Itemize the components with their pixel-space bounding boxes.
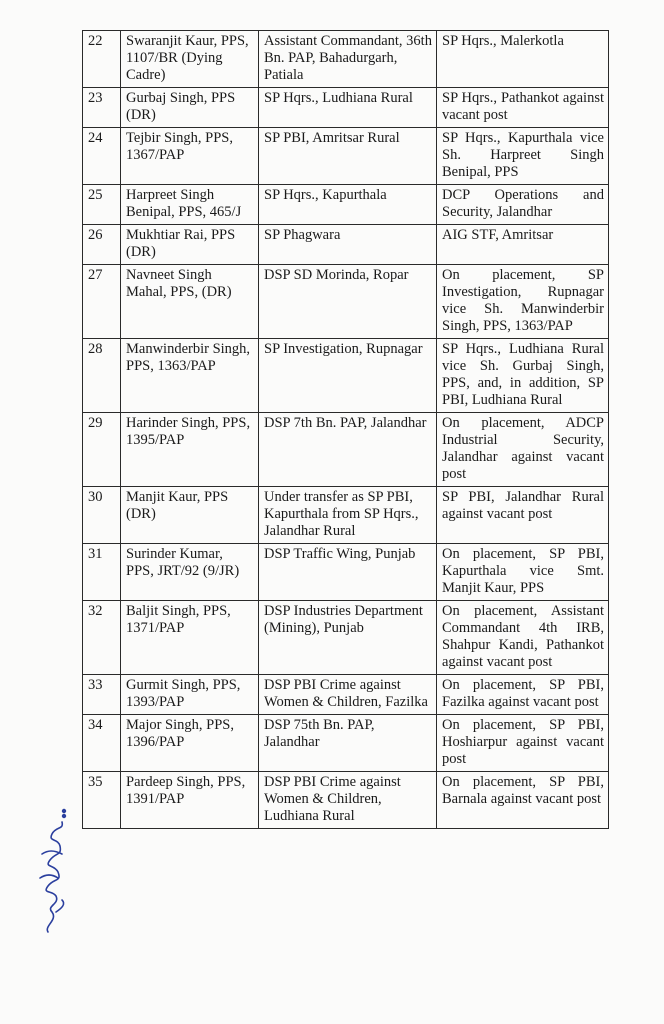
officer-name: Major Singh, PPS, 1396/PAP (121, 715, 259, 772)
posting-from: SP Hqrs., Ludhiana Rural (259, 88, 437, 128)
table-row (83, 88, 609, 128)
table-row (83, 487, 609, 544)
officer-name: Harpreet Singh Benipal, PPS, 465/J (121, 185, 259, 225)
table-row (83, 225, 609, 265)
posting-to: On placement, ADCP Industrial Security, Jalandhar against vacant post (437, 413, 609, 487)
row-serial-number: 26 (83, 225, 121, 265)
postings-table (82, 30, 609, 829)
row-serial-number: 32 (83, 601, 121, 675)
posting-from: Assistant Commandant, 36th Bn. PAP, Bahadurgarh, Patiala (259, 31, 437, 88)
officer-name: Manwinderbir Singh, PPS, 1363/PAP (121, 339, 259, 413)
posting-to: SP Hqrs., Ludhiana Rural vice Sh. Gurbaj Singh, PPS, and, in addition, SP PBI, Ludhiana Rural (437, 339, 609, 413)
posting-from: Under transfer as SP PBI, Kapurthala from SP Hqrs., Jalandhar Rural (259, 487, 437, 544)
table-row (83, 265, 609, 339)
table-row (83, 31, 609, 88)
posting-from: SP PBI, Amritsar Rural (259, 128, 437, 185)
officer-name: Surinder Kumar, PPS, JRT/92 (9/JR) (121, 544, 259, 601)
table-row (83, 413, 609, 487)
table-row (83, 339, 609, 413)
posting-from: DSP Traffic Wing, Punjab (259, 544, 437, 601)
officer-name: Mukhtiar Rai, PPS (DR) (121, 225, 259, 265)
posting-to: SP Hqrs., Malerkotla (437, 31, 609, 88)
posting-to: SP Hqrs., Pathankot against vacant post (437, 88, 609, 128)
table-row (83, 601, 609, 675)
table-row (83, 675, 609, 715)
posting-from: SP Phagwara (259, 225, 437, 265)
posting-from: DSP PBI Crime against Women & Children, Fazilka (259, 675, 437, 715)
row-serial-number: 35 (83, 772, 121, 829)
table-row (83, 128, 609, 185)
officer-name: Gurbaj Singh, PPS (DR) (121, 88, 259, 128)
posting-from: DSP SD Morinda, Ropar (259, 265, 437, 339)
posting-from: SP Investigation, Rupnagar (259, 339, 437, 413)
posting-to: On placement, SP Investigation, Rupnagar vice Sh. Manwinderbir Singh, PPS, 1363/PAP (437, 265, 609, 339)
posting-to: On placement, SP PBI, Kapurthala vice Smt. Manjit Kaur, PPS (437, 544, 609, 601)
officer-name: Baljit Singh, PPS, 1371/PAP (121, 601, 259, 675)
officer-name: Harinder Singh, PPS, 1395/PAP (121, 413, 259, 487)
posting-to: On placement, SP PBI, Fazilka against vacant post (437, 675, 609, 715)
posting-to: On placement, Assistant Commandant 4th IRB, Shahpur Kandi, Pathankot against vacant post (437, 601, 609, 675)
officer-name: Gurmit Singh, PPS, 1393/PAP (121, 675, 259, 715)
posting-from: DSP PBI Crime against Women & Children, Ludhiana Rural (259, 772, 437, 829)
posting-to: SP Hqrs., Kapurthala vice Sh. Harpreet Singh Benipal, PPS (437, 128, 609, 185)
table-row (83, 715, 609, 772)
row-serial-number: 34 (83, 715, 121, 772)
handwritten-signature-icon (18, 808, 74, 940)
posting-from: DSP Industries Department (Mining), Punjab (259, 601, 437, 675)
row-serial-number: 22 (83, 31, 121, 88)
table-row (83, 544, 609, 601)
row-serial-number: 30 (83, 487, 121, 544)
posting-from: DSP 75th Bn. PAP, Jalandhar (259, 715, 437, 772)
row-serial-number: 24 (83, 128, 121, 185)
posting-from: DSP 7th Bn. PAP, Jalandhar (259, 413, 437, 487)
posting-to: DCP Operations and Security, Jalandhar (437, 185, 609, 225)
posting-to: On placement, SP PBI, Hoshiarpur against vacant post (437, 715, 609, 772)
row-serial-number: 28 (83, 339, 121, 413)
posting-to: SP PBI, Jalandhar Rural against vacant post (437, 487, 609, 544)
posting-to: AIG STF, Amritsar (437, 225, 609, 265)
posting-to: On placement, SP PBI, Barnala against vacant post (437, 772, 609, 829)
row-serial-number: 25 (83, 185, 121, 225)
row-serial-number: 33 (83, 675, 121, 715)
row-serial-number: 27 (83, 265, 121, 339)
officer-name: Navneet Singh Mahal, PPS, (DR) (121, 265, 259, 339)
row-serial-number: 31 (83, 544, 121, 601)
officer-name: Manjit Kaur, PPS (DR) (121, 487, 259, 544)
row-serial-number: 29 (83, 413, 121, 487)
row-serial-number: 23 (83, 88, 121, 128)
posting-from: SP Hqrs., Kapurthala (259, 185, 437, 225)
officer-name: Swaranjit Kaur, PPS, 1107/BR (Dying Cadre) (121, 31, 259, 88)
officer-name: Tejbir Singh, PPS, 1367/PAP (121, 128, 259, 185)
officer-name: Pardeep Singh, PPS, 1391/PAP (121, 772, 259, 829)
postings-table-body (83, 31, 609, 829)
table-row (83, 772, 609, 829)
table-row (83, 185, 609, 225)
